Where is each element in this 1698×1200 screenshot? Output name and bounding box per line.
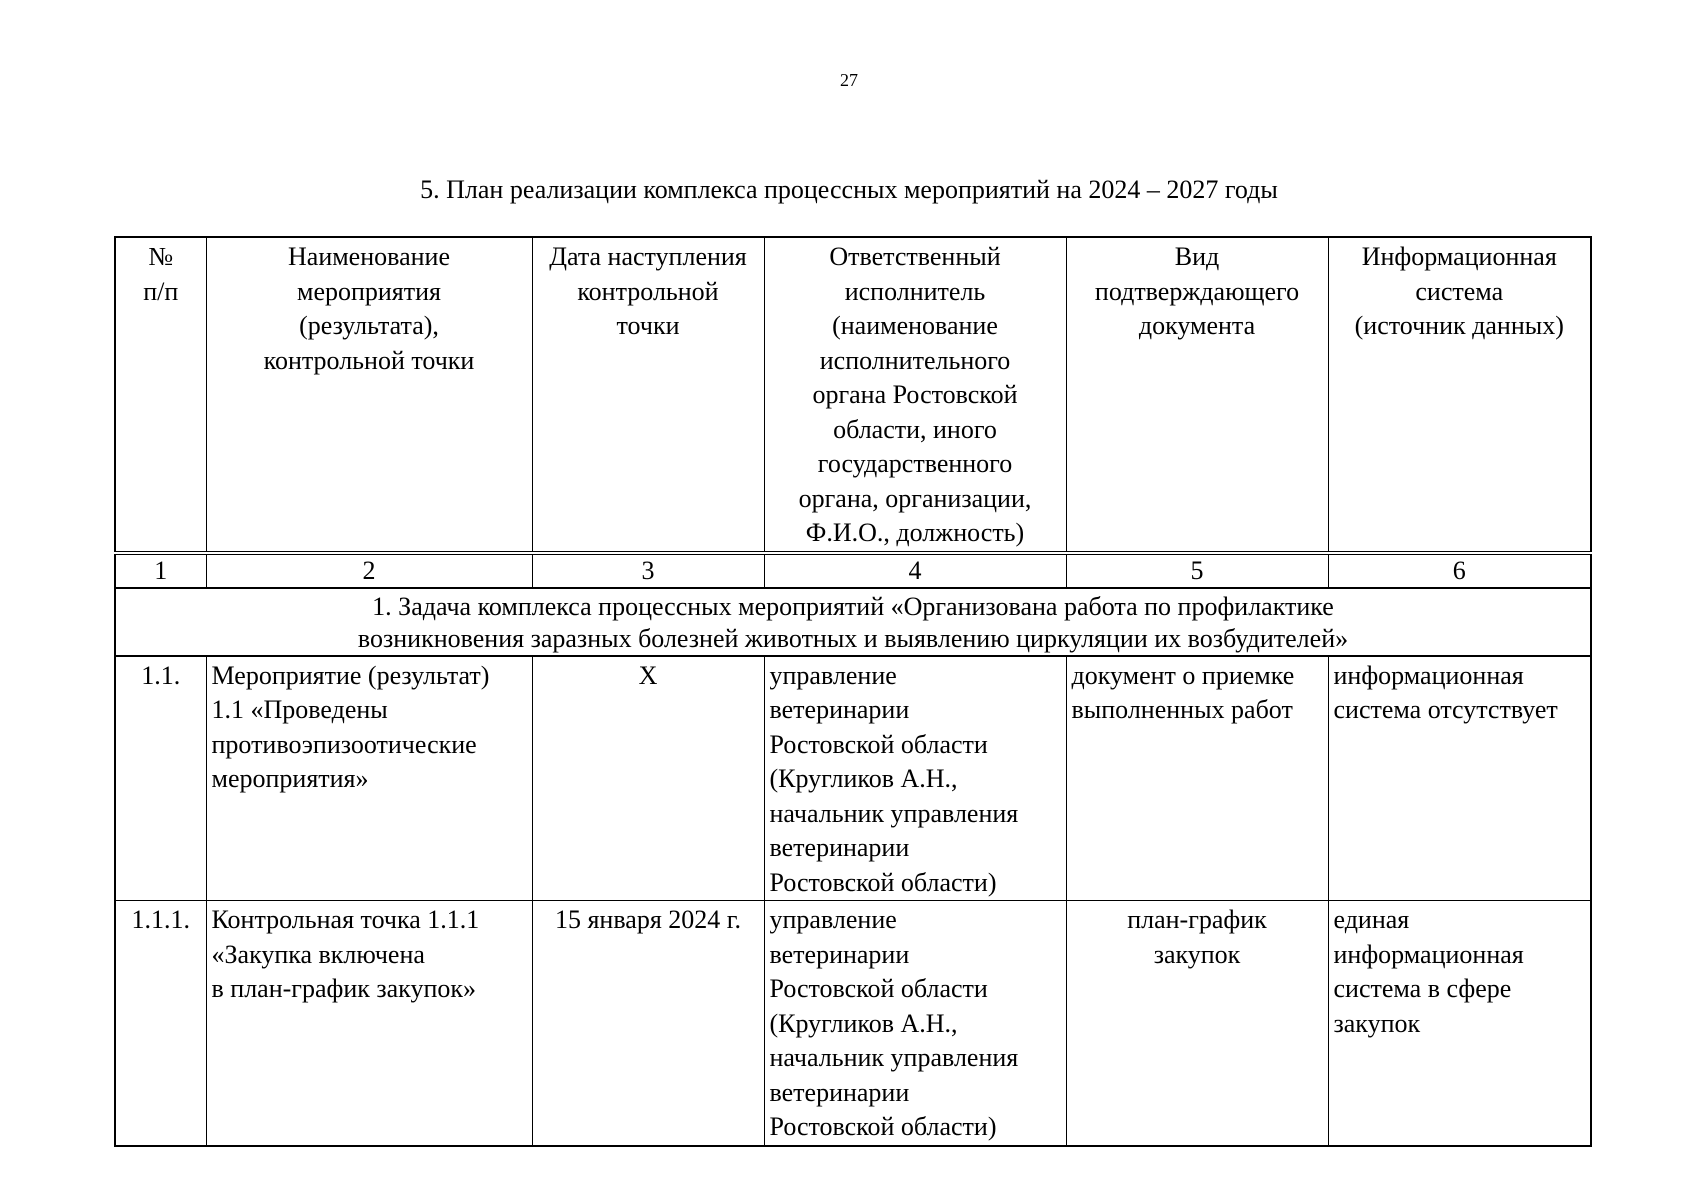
row-name: Контрольная точка 1.1.1 «Закупка включена в план-график закупок» (206, 901, 532, 1146)
header-document: Вид подтверждающего документа (1066, 237, 1328, 553)
header-row (115, 237, 1591, 553)
header-executor: Ответственный исполнитель (наименование исполнительного органа Ростовской области, иного государственного органа, организации, Ф.И.О., должность) (764, 237, 1066, 553)
column-number: 5 (1066, 553, 1328, 588)
row-document: документ о приемке выполненных работ (1066, 656, 1328, 901)
row-name: Мероприятие (результат) 1.1 «Проведены противоэпизоотические мероприятия» (206, 656, 532, 901)
table-row (115, 901, 1591, 1146)
column-number-row (115, 553, 1591, 588)
implementation-plan-table (114, 236, 1592, 1147)
header-name: Наименование мероприятия (результата), контрольной точки (206, 237, 532, 553)
row-system: информационная система отсутствует (1328, 656, 1591, 901)
header-number: № п/п (115, 237, 206, 553)
row-system: единая информационная система в сфере закупок (1328, 901, 1591, 1146)
header-date: Дата наступления контрольной точки (532, 237, 764, 553)
table-row (115, 656, 1591, 901)
task-heading: 1. Задача комплекса процессных мероприятий «Организована работа по профилактике возникновения заразных болезней животных и выявлению циркуляции их возбудителей» (115, 588, 1591, 656)
section-title: 5. План реализации комплекса процессных мероприятий на 2024 – 2027 годы (420, 175, 1278, 204)
row-number: 1.1.1. (115, 901, 206, 1146)
page-number: 27 (840, 70, 858, 90)
column-number: 1 (115, 553, 206, 588)
row-number: 1.1. (115, 656, 206, 901)
header-system: Информационная система (источник данных) (1328, 237, 1591, 553)
row-document: план-график закупок (1066, 901, 1328, 1146)
row-executor: управление ветеринарии Ростовской области (Кругликов А.Н., начальник управления ветеринарии Ростовской области) (764, 656, 1066, 901)
column-number: 4 (764, 553, 1066, 588)
column-number: 3 (532, 553, 764, 588)
column-number: 2 (206, 553, 532, 588)
column-number: 6 (1328, 553, 1591, 588)
row-executor: управление ветеринарии Ростовской области (Кругликов А.Н., начальник управления ветеринарии Ростовской области) (764, 901, 1066, 1146)
task-row (115, 588, 1591, 656)
row-date: 15 января 2024 г. (532, 901, 764, 1146)
row-date: Х (532, 656, 764, 901)
